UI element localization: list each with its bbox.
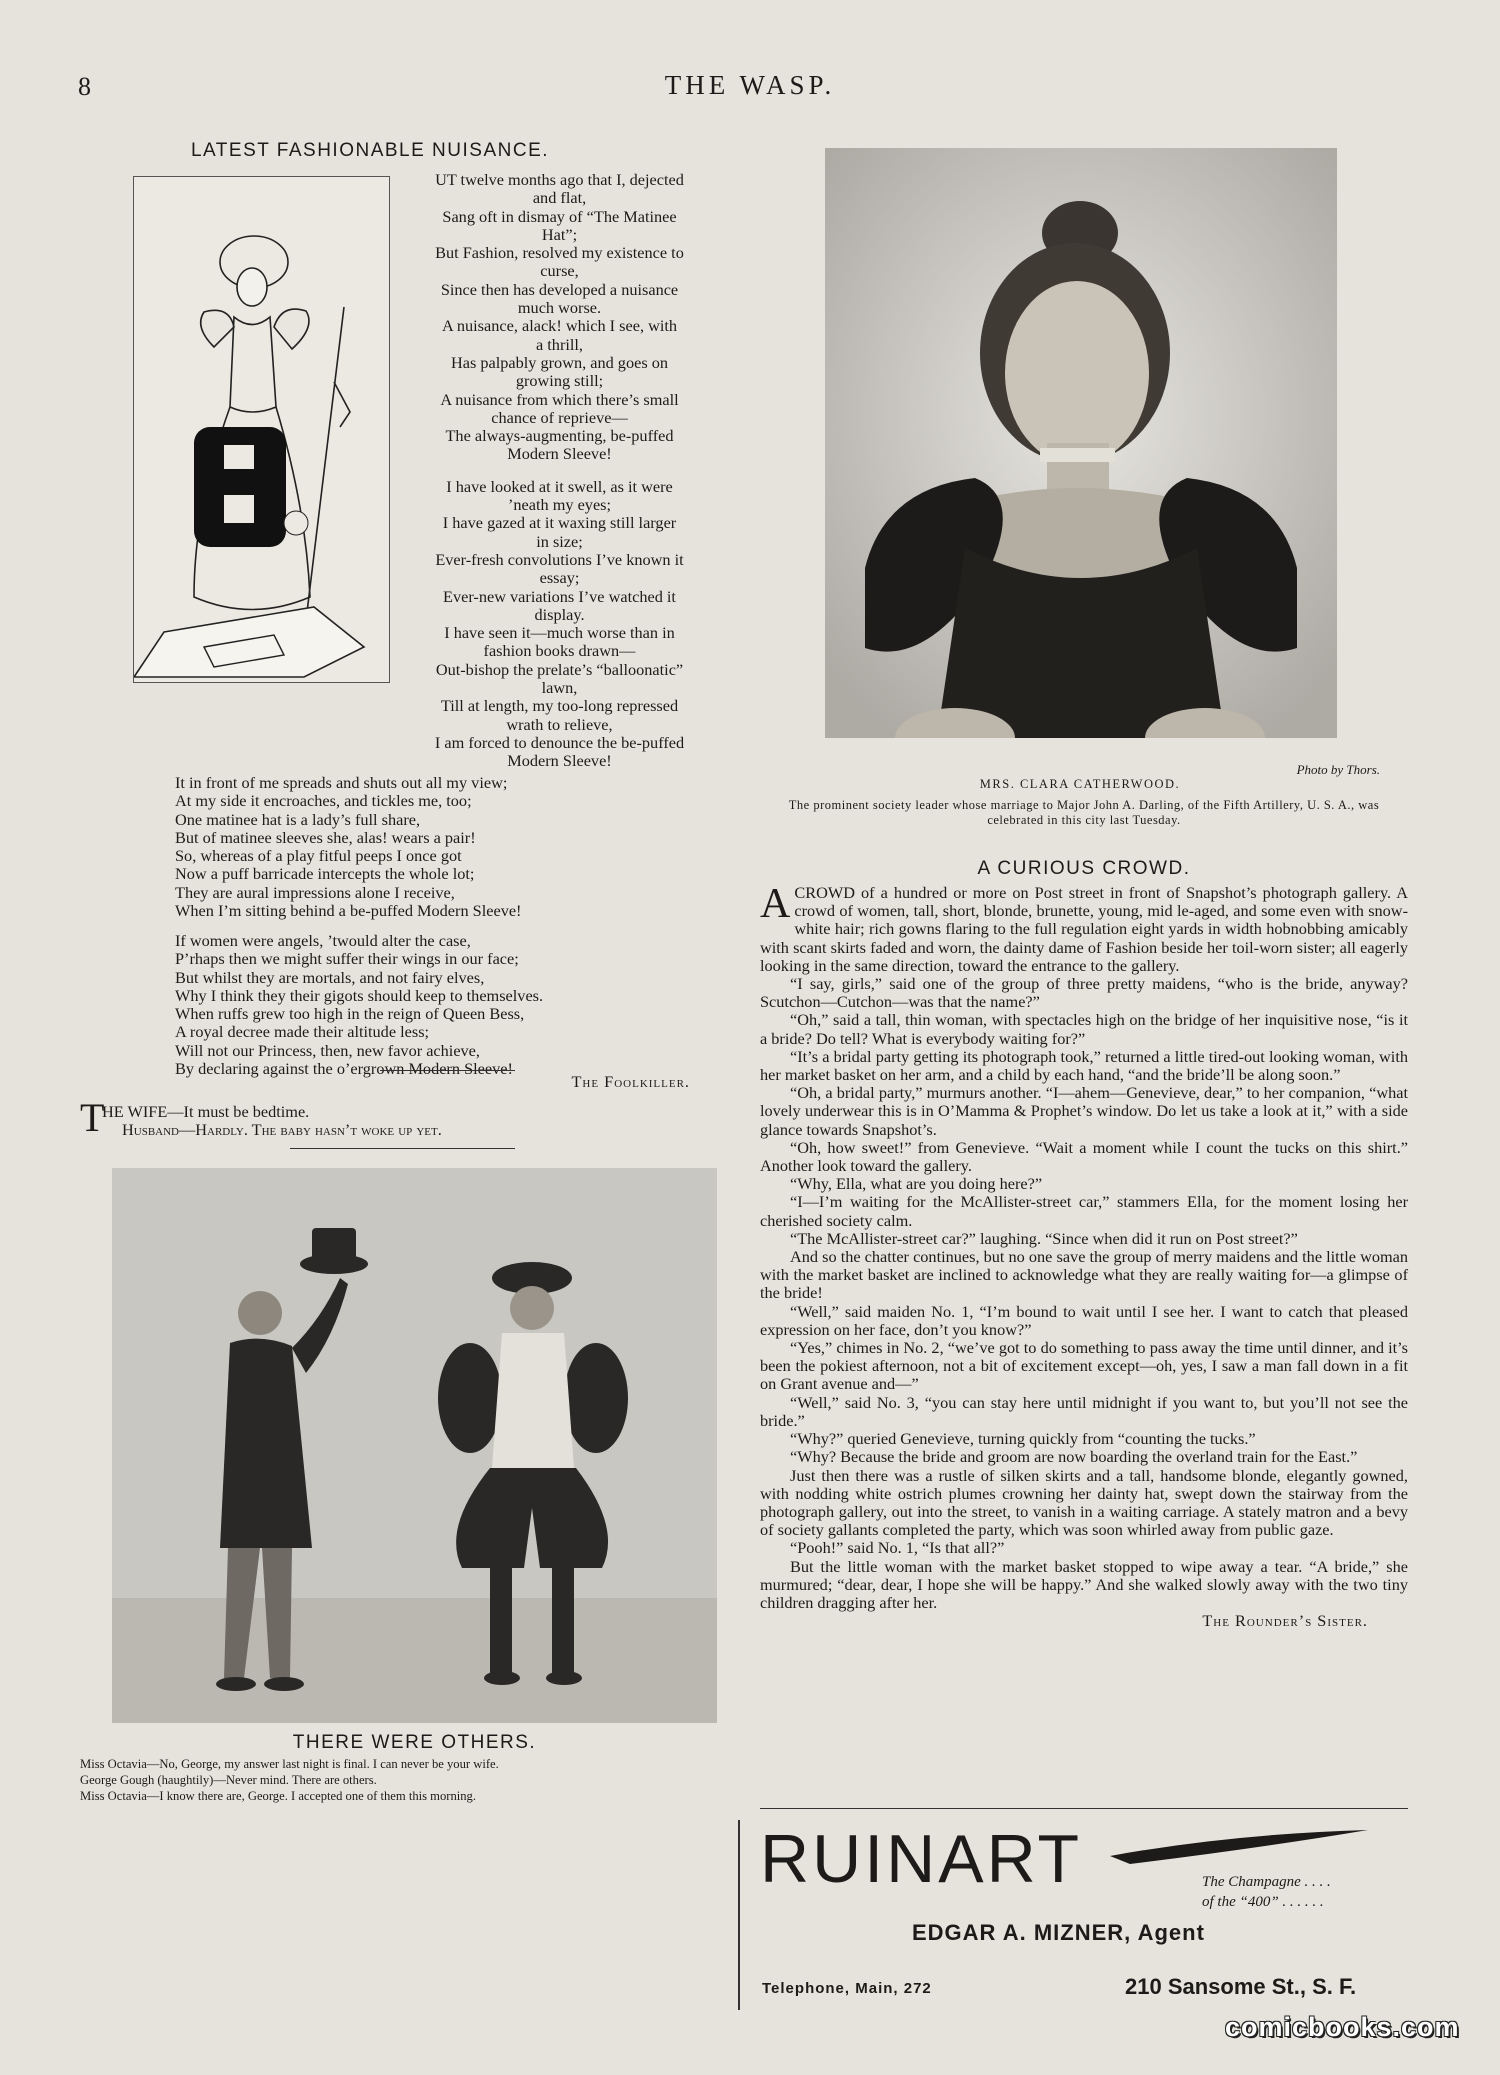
poem-line: UT twelve months ago that I, dejected (435, 170, 684, 189)
poem-line: It in front of me spreads and shuts out all my view; (175, 773, 508, 792)
ad-address: 210 Sansome St., S. F. (1125, 1974, 1357, 1999)
poem-line: They are aural impressions alone I receive, (175, 882, 455, 902)
poem-line: Sang oft in dismay of “The Matinee (442, 206, 677, 226)
article-paragraph: But the little woman with the market basket stopped to wipe away a tear. “A bride,” she murmured; “dear, dear, I hope she will be happy.” And she walked slowly away with the two tiny children dragging after her. (760, 1556, 1408, 1612)
ad-tagline-line: of the “400” . . . . . . (1202, 1894, 1324, 1910)
article-paragraph: Just then there was a rustle of silken skirts and a tall, handsome blonde, elegantly gowned, with nodding white ostrich plumes crowning her dainty hat, swept down the stairway from the photograph gallery, out into the street, to vanish in a waiting carriage. A stately matron and a bevy of society gallants completed the party, which was soon whirled away from public gaze. (760, 1465, 1408, 1540)
poem-line: ’neath my eyes; (507, 495, 612, 515)
poem-stanza-1 (392, 171, 727, 771)
ad-telephone: Telephone, Main, 272 (762, 1980, 932, 1997)
poem-line: If women were angels, ’twould alter the case, (175, 931, 471, 950)
poem-line: When I’m sitting behind a be-puffed Modern Sleeve! (175, 901, 522, 921)
poem-line: and flat, (532, 188, 587, 208)
poem-illustration (133, 176, 390, 683)
dialogue-line: George Gough (haughtily)—Never mind. There are others. (80, 1773, 377, 1787)
poem-line: Till at length, my too-long repressed (440, 696, 679, 716)
couple-photo-drawing (112, 1168, 717, 1723)
joke-line: Husband—Hardly. The baby hasn’t woke up yet. (122, 1120, 442, 1140)
ad-agent: EDGAR A. MIZNER, Agent (912, 1920, 1205, 1945)
photo2-dialogue (80, 1756, 720, 1804)
poem-title: LATEST FASHIONABLE NUISANCE. (190, 140, 550, 161)
divider (760, 1808, 1408, 1809)
poem-line: P’rhaps then we might suffer their wings in our face; (175, 949, 519, 969)
article-paragraph: “I—I’m waiting for the McAllister-street car,” stammers Ella, for the moment losing her cherished society calm. (760, 1192, 1408, 1230)
poem-line: essay; (539, 568, 580, 588)
divider (380, 1070, 515, 1071)
ruinart-ad (738, 1820, 1412, 2010)
poem-line: But whilst they are mortals, and not fairy elves, (175, 967, 485, 987)
article-paragraph: “Well,” said maiden No. 1, “I’m bound to wait until I see her. I want to catch that pleased expression on her face, don’t you know?” (760, 1301, 1408, 1339)
poem-line: By declaring against the o’ergrown Modern Sleeve! (175, 1059, 513, 1079)
portrait-photo (825, 148, 1337, 738)
photo2-title: THERE WERE OTHERS. (292, 1732, 537, 1753)
article-paragraph: “It’s a bridal party getting its photograph took,” returned a little tired-out looking woman, with her market basket on her arm, and a child by each hand, “and the bride’ll be along soon.” (760, 1046, 1408, 1085)
poem-line: I have seen it—much worse than in (444, 623, 675, 643)
poem-line: When ruffs grew too high in the reign of Queen Bess, (175, 1004, 525, 1024)
article-paragraph: “Why? Because the bride and groom are now boarding the overland train for the East.” (790, 1447, 1358, 1467)
watermark: comicbooks.com (1225, 2012, 1460, 2042)
poem-line: curse, (540, 261, 579, 281)
poem-line: a thrill, (535, 334, 584, 354)
article-title: A CURIOUS CROWD. (977, 858, 1191, 879)
poem-line: Modern Sleeve! (507, 444, 612, 464)
article-paragraph: And so the chatter continues, but no one save the group of merry maidens and the little woman with the market basket are inclined to acknowledge what they are really waiting for—a glimpse of the bride! (760, 1247, 1408, 1303)
ad-brand: RUINART (760, 1821, 1082, 1897)
poem-line: Will not our Princess, then, new favor achieve, (175, 1040, 480, 1060)
article-paragraph: “Pooh!” said No. 1, “Is that all?” (790, 1538, 1005, 1558)
poem-signature: The Foolkiller. (571, 1072, 690, 1091)
poem-stanza-3 (175, 774, 695, 920)
article-paragraph: “I say, girls,” said one of the group of three pretty maidens, “who is the bride, anyway? Scutchon—Cutchon—was that the name?” (760, 974, 1408, 1012)
poem-line: Out-bishop the prelate’s “balloonatic” (435, 659, 684, 679)
portrait-caption: The prominent society leader whose marriage to Major John A. Darling, of the Fifth Artillery, U. S. A., was celebrated in this city last Tuesday. (788, 798, 1380, 827)
article-paragraph: “Oh, a bridal party,” murmurs another. “I—ahem—Genevieve, dear,” to her companion, “what lovely underwear this is in O’Mamma & Prophet’s window. Do let us take a look at it,” with a side glance towards Snapshot’s. (760, 1083, 1408, 1139)
masthead: THE WASP. (664, 70, 836, 100)
poem-line: Since then has developed a nuisance (440, 279, 679, 299)
poem-line: I have gazed at it waxing still larger (442, 513, 677, 533)
dialogue-line: Miss Octavia—No, George, my answer last night is final. I can never be your wife. (80, 1757, 499, 1771)
poem-line: But Fashion, resolved my existence to (435, 243, 684, 263)
poem-line: lawn, (541, 678, 578, 698)
photo-credit: Photo by Thors. (1296, 762, 1380, 777)
portrait-name: MRS. CLARA CATHERWOOD. (979, 777, 1181, 791)
poem-line: But of matinee sleeves she, alas! wears a pair! (175, 827, 476, 847)
divider (290, 1148, 515, 1149)
poem-line: I have looked at it swell, as it were (446, 476, 673, 496)
poem-line: Hat”; (541, 224, 578, 244)
ad-tagline (1202, 1872, 1331, 1912)
article-body (760, 881, 1408, 1631)
poem-line: One matinee hat is a lady’s full share, (175, 809, 421, 829)
poem-line: Now a puff barricade intercepts the whole lot; (175, 864, 475, 884)
article-paragraph: “Well,” said No. 3, “you can stay here until midnight if you want to, but you’ll not see the bride.” (760, 1392, 1408, 1430)
article-paragraph: “The McAllister-street car?” laughing. “Since when did it run on Post street?” (790, 1228, 1298, 1248)
ad-tagline-line: The Champagne . . . . (1202, 1874, 1331, 1890)
poem-line: A nuisance from which there’s small (440, 389, 679, 409)
article-signature: The Rounder’s Sister. (1202, 1611, 1368, 1631)
article-paragraph: “Oh,” said a tall, thin woman, with spectacles high on the bridge of her inquisitive nose, “is it a bride? Do tell? What is everybody waiting for?” (760, 1010, 1408, 1048)
article-paragraph: “Yes,” chimes in No. 2, “we’ve got to do something to pass away the time until dinner, and it’s been the pokiest afternoon, not a bit of excitement except—oh, yes, I saw a man fall down in a fit on Grant avenue and—” (760, 1338, 1408, 1394)
woman-portrait-drawing (825, 148, 1337, 738)
poem-line: Why I think they their gigots should keep to themselves. (175, 985, 544, 1005)
poem-line: wrath to relieve, (506, 714, 613, 734)
poem-line: A royal decree made their altitude less; (175, 1022, 430, 1042)
poem-line: growing still; (515, 371, 604, 391)
poem-line: much worse. (517, 298, 602, 318)
poem-line: Ever-new variations I’ve watched it (443, 586, 676, 606)
poem-line: So, whereas of a play fitful peeps I once got (175, 846, 462, 866)
poem-line: chance of reprieve— (491, 407, 628, 427)
poem-stanza-4 (175, 932, 695, 1078)
poem-line: display. (534, 604, 585, 624)
article-drop-cap: A (760, 881, 791, 927)
ad-swash-icon (1110, 1828, 1370, 1868)
page-number: 8 (78, 72, 91, 101)
article-paragraph: CROWD of a hundred or more on Post street in front of Snapshot’s photograph gallery. A crowd of women, tall, short, blonde, brunette, young, mid le-aged, and some even with snow-white hair; rich gowns flaring to the full regulation eight yards in width hobnobbing amicably with scant skirts faded and worn, the dainty dame of Fashion beside her toil-worn sister; all eagerly looking in the same direction, toward the entrance to the gallery. (760, 883, 1408, 975)
poem-line: Has palpably grown, and goes on (450, 352, 669, 372)
article-paragraph: “Why, Ella, what are you doing here?” (790, 1174, 1043, 1194)
poem-line: At my side it encroaches, and tickles me, too; (175, 791, 472, 811)
article-paragraph: “Why?” queried Genevieve, turning quickly from “counting the tucks.” (790, 1429, 1256, 1449)
poem-line: fashion books drawn— (483, 641, 636, 661)
there-were-others-photo (112, 1168, 717, 1723)
poem-line: A nuisance, alack! which I see, with (441, 316, 678, 336)
joke-line: HE WIFE—It must be bedtime. (102, 1102, 310, 1121)
joke-drop-cap: T (80, 1095, 105, 1140)
poem-line: in size; (536, 531, 583, 551)
article-paragraph: “Oh, how sweet!” from Genevieve. “Wait a moment while I count the tucks on this shirt.” Another look toward the gallery. (760, 1137, 1408, 1176)
poem-line: The always-augmenting, be-puffed (445, 426, 674, 446)
joke-block (80, 1095, 680, 1140)
dialogue-line: Miss Octavia—I know there are, George. I accepted one of them this morning. (80, 1789, 476, 1803)
poem-line: Ever-fresh convolutions I’ve known it (435, 549, 684, 569)
poem-line: Modern Sleeve! (507, 751, 612, 771)
fashion-lady-drawing (134, 177, 389, 682)
poem-line: I am forced to denounce the be-puffed (434, 732, 685, 752)
